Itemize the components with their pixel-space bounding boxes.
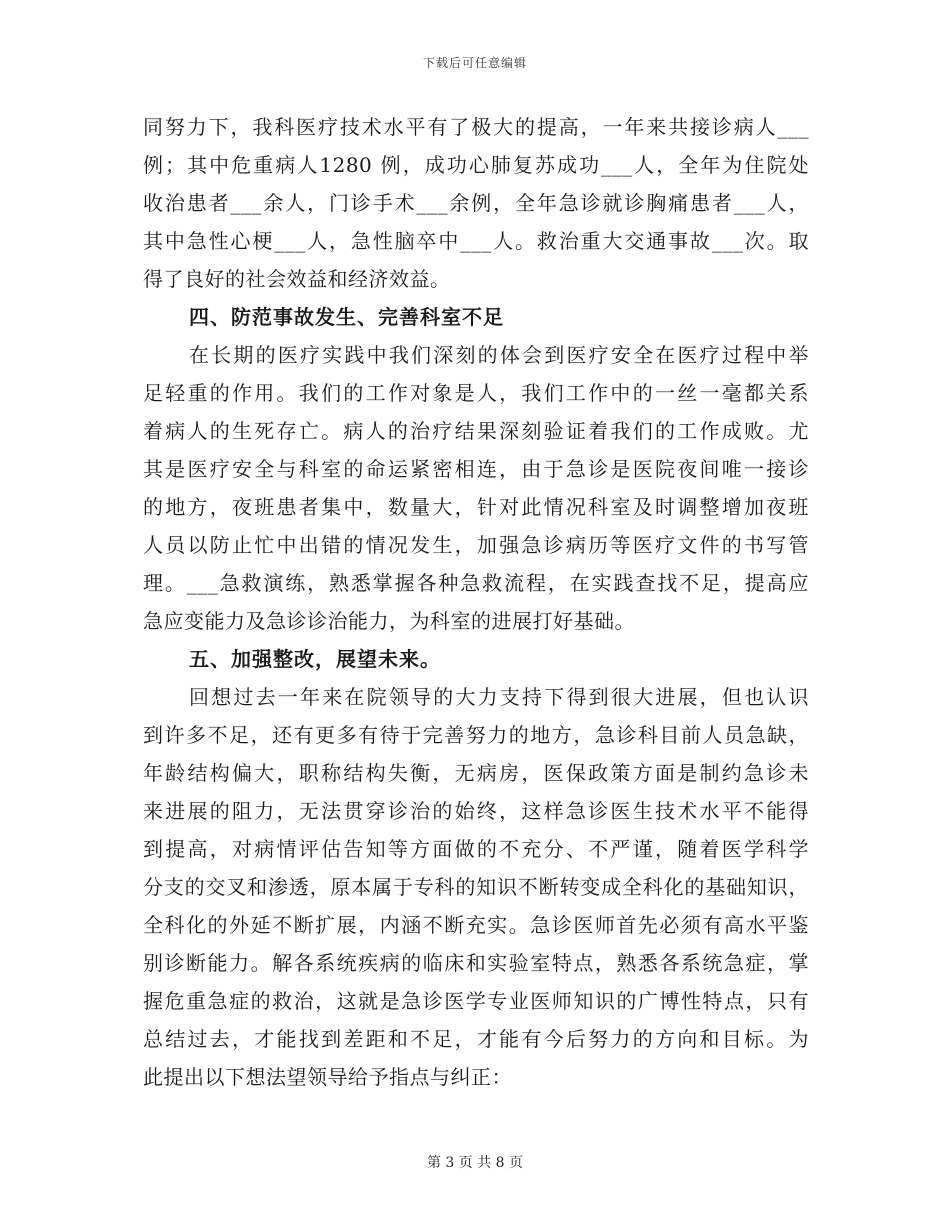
paragraph-line: 例；其中危重病人1280 例，成功心肺复苏成功___人，全年为住院处	[143, 153, 809, 177]
paragraph-line: 急应变能力及急诊诊治能力，为科室的进展打好基础。	[143, 609, 635, 633]
paragraph-line: 此提出以下想法望领导给予指点与纠正：	[143, 1065, 512, 1089]
paragraph-line: 分支的交叉和渗透，原本属于专科的知识不断转变成全科化的基础知识，	[143, 875, 809, 899]
paragraph-line: 得了良好的社会效益和经济效益。	[143, 267, 451, 291]
paragraph-line: 同努力下，我科医疗技术水平有了极大的提高，一年来共接诊病人___	[143, 115, 809, 139]
section-5	[143, 640, 809, 1096]
paragraph-line: 理。___急救演练，熟悉掌握各种急救流程，在实践查找不足，提高应	[143, 571, 809, 595]
paragraph-line: 回想过去一年来在院领导的大力支持下得到很大进展，但也认识	[189, 685, 809, 709]
paragraph-line: 来进展的阻力，无法贯穿诊治的始终，这样急诊医生技术水平不能得	[143, 799, 809, 823]
section-5-heading: 五、加强整改，展望未来。	[189, 647, 441, 671]
paragraph-line: 人员以防止忙中出错的情况发生，加强急诊病历等医疗文件的书写管	[143, 533, 809, 557]
section-4-heading: 四、防范事故发生、完善科室不足	[189, 305, 504, 329]
paragraph-line: 别诊断能力。解各系统疾病的临床和实验室特点，熟悉各系统急症，掌	[143, 951, 809, 975]
paragraph-line: 的地方，夜班患者集中，数量大，针对此情况科室及时调整增加夜班	[143, 495, 809, 519]
document-body	[143, 108, 809, 1096]
page-header: 下载后可任意编辑	[422, 56, 527, 70]
paragraph-line: 总结过去，才能找到差距和不足，才能有今后努力的方向和目标。为	[143, 1027, 809, 1051]
paragraph-line: 其是医疗安全与科室的命运紧密相连，由于急诊是医院夜间唯一接诊	[143, 457, 809, 481]
paragraph-line: 足轻重的作用。我们的工作对象是人，我们工作中的一丝一毫都关系	[143, 381, 809, 405]
paragraph-line: 年龄结构偏大，职称结构失衡，无病房，医保政策方面是制约急诊未	[143, 761, 809, 785]
page-footer: 第 3 页 共 8 页	[426, 1155, 524, 1171]
section-4	[143, 298, 809, 640]
paragraph-line: 着病人的生死存亡。病人的治疗结果深刻验证着我们的工作成败。尤	[143, 419, 809, 443]
paragraph-line: 到许多不足，还有更多有待于完善努力的地方，急诊科目前人员急缺，	[143, 723, 809, 747]
paragraph-line: 全科化的外延不断扩展，内涵不断充实。急诊医师首先必须有高水平鉴	[143, 913, 809, 937]
paragraph-line: 收治患者___余人，门诊手术___余例，全年急诊就诊胸痛患者___人，	[143, 191, 809, 215]
paragraph-line: 在长期的医疗实践中我们深刻的体会到医疗安全在医疗过程中举	[189, 343, 809, 367]
paragraph-line: 到提高，对病情评估告知等方面做的不充分、不严谨，随着医学科学	[143, 837, 809, 861]
paragraph-line: 握危重急症的救治，这就是急诊医学专业医师知识的广博性特点，只有	[143, 989, 809, 1013]
section-3-continuation	[143, 108, 809, 298]
paragraph-line: 其中急性心梗___人，急性脑卒中___人。救治重大交通事故___次。取	[143, 229, 809, 253]
